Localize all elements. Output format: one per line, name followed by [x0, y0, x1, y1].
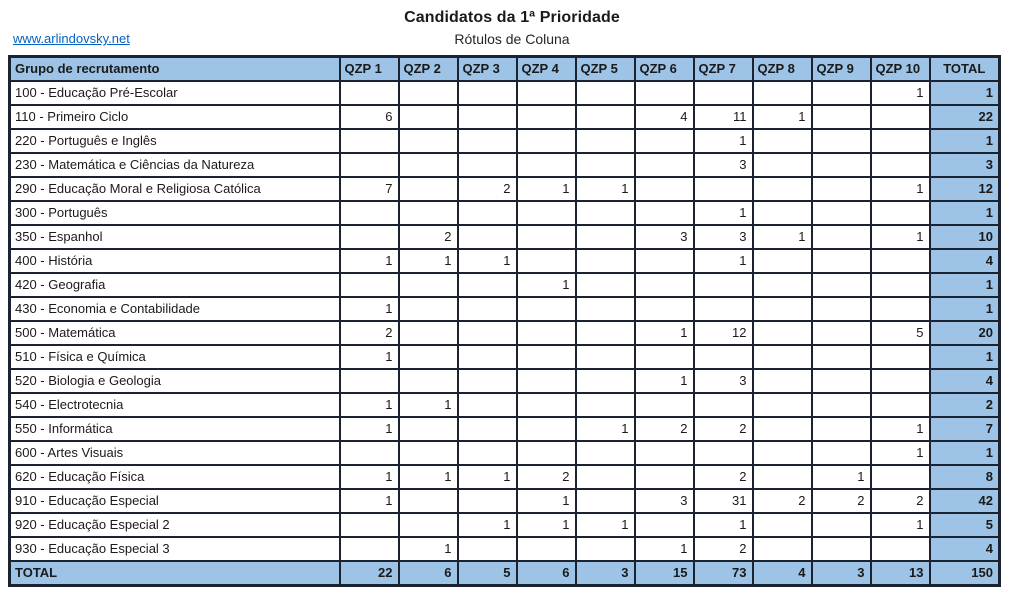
value-cell: 11 — [694, 105, 753, 129]
value-cell — [517, 249, 576, 273]
value-cell — [399, 489, 458, 513]
value-cell: 1 — [340, 297, 399, 321]
value-cell: 2 — [635, 417, 694, 441]
value-cell — [753, 537, 812, 561]
value-cell — [871, 465, 930, 489]
value-cell — [635, 297, 694, 321]
value-cell — [399, 297, 458, 321]
column-header-total: TOTAL — [930, 57, 1000, 82]
row-label: 350 - Espanhol — [10, 225, 340, 249]
value-cell: 1 — [399, 249, 458, 273]
value-cell — [812, 537, 871, 561]
row-label: 300 - Português — [10, 201, 340, 225]
value-cell — [753, 417, 812, 441]
value-cell — [340, 537, 399, 561]
row-total-cell: 8 — [930, 465, 1000, 489]
value-cell — [576, 105, 635, 129]
value-cell: 3 — [812, 561, 871, 586]
value-cell — [399, 105, 458, 129]
value-cell: 6 — [340, 105, 399, 129]
value-cell — [517, 81, 576, 105]
value-cell: 1 — [517, 177, 576, 201]
column-header-qzp-6: QZP 6 — [635, 57, 694, 82]
value-cell — [753, 273, 812, 297]
value-cell — [399, 201, 458, 225]
value-cell — [576, 201, 635, 225]
row-label: 920 - Educação Especial 2 — [10, 513, 340, 537]
value-cell: 1 — [694, 513, 753, 537]
table-row — [10, 489, 1000, 513]
value-cell: 1 — [340, 393, 399, 417]
column-header-qzp-5: QZP 5 — [576, 57, 635, 82]
value-cell — [694, 297, 753, 321]
table-row — [10, 105, 1000, 129]
column-header-qzp-7: QZP 7 — [694, 57, 753, 82]
value-cell: 1 — [458, 465, 517, 489]
value-cell — [576, 153, 635, 177]
row-label: 420 - Geografia — [10, 273, 340, 297]
value-cell: 2 — [753, 489, 812, 513]
table-row — [10, 297, 1000, 321]
row-label: 220 - Português e Inglês — [10, 129, 340, 153]
value-cell — [871, 297, 930, 321]
value-cell — [871, 105, 930, 129]
value-cell: 1 — [517, 273, 576, 297]
value-cell — [753, 129, 812, 153]
row-label: 290 - Educação Moral e Religiosa Católica — [10, 177, 340, 201]
value-cell: 1 — [694, 201, 753, 225]
value-cell — [753, 465, 812, 489]
value-cell — [871, 249, 930, 273]
value-cell: 1 — [340, 417, 399, 441]
row-total-cell: 4 — [930, 537, 1000, 561]
value-cell: 2 — [694, 465, 753, 489]
value-cell: 6 — [517, 561, 576, 586]
value-cell — [576, 465, 635, 489]
value-cell: 31 — [694, 489, 753, 513]
value-cell: 1 — [576, 177, 635, 201]
value-cell — [458, 537, 517, 561]
value-cell — [517, 105, 576, 129]
row-total-cell: 1 — [930, 81, 1000, 105]
value-cell — [517, 225, 576, 249]
value-cell: 2 — [871, 489, 930, 513]
row-label: 510 - Física e Química — [10, 345, 340, 369]
value-cell: 1 — [340, 489, 399, 513]
value-cell — [753, 201, 812, 225]
row-total-cell: 4 — [930, 369, 1000, 393]
value-cell — [812, 201, 871, 225]
table-row — [10, 81, 1000, 105]
table-row — [10, 441, 1000, 465]
column-header-qzp-4: QZP 4 — [517, 57, 576, 82]
column-header-qzp-3: QZP 3 — [458, 57, 517, 82]
row-label: 550 - Informática — [10, 417, 340, 441]
column-header-qzp-9: QZP 9 — [812, 57, 871, 82]
value-cell — [576, 393, 635, 417]
value-cell: 22 — [340, 561, 399, 586]
value-cell — [753, 345, 812, 369]
value-cell — [871, 153, 930, 177]
value-cell: 1 — [576, 513, 635, 537]
value-cell — [812, 297, 871, 321]
value-cell: 1 — [753, 225, 812, 249]
value-cell: 1 — [340, 345, 399, 369]
value-cell — [753, 321, 812, 345]
column-labels-caption: Rótulos de Coluna — [454, 31, 570, 47]
value-cell: 3 — [635, 225, 694, 249]
table-row — [10, 249, 1000, 273]
row-total-cell: 12 — [930, 177, 1000, 201]
value-cell — [812, 321, 871, 345]
value-cell: 15 — [635, 561, 694, 586]
value-cell: 1 — [399, 537, 458, 561]
value-cell — [576, 369, 635, 393]
row-total-cell: 1 — [930, 273, 1000, 297]
value-cell — [871, 537, 930, 561]
value-cell — [458, 489, 517, 513]
row-label: 400 - História — [10, 249, 340, 273]
value-cell: 1 — [694, 249, 753, 273]
value-cell — [812, 177, 871, 201]
value-cell: 1 — [753, 105, 812, 129]
value-cell — [635, 249, 694, 273]
table-row — [10, 345, 1000, 369]
value-cell — [399, 81, 458, 105]
value-cell — [517, 129, 576, 153]
row-label: 540 - Electrotecnia — [10, 393, 340, 417]
value-cell — [753, 513, 812, 537]
value-cell — [694, 177, 753, 201]
value-cell: 1 — [635, 369, 694, 393]
value-cell — [576, 129, 635, 153]
value-cell: 3 — [635, 489, 694, 513]
row-total-cell: 42 — [930, 489, 1000, 513]
grand-total-label: TOTAL — [10, 561, 340, 586]
table-row — [10, 225, 1000, 249]
value-cell — [517, 153, 576, 177]
table-row — [10, 273, 1000, 297]
value-cell — [694, 441, 753, 465]
value-cell: 1 — [458, 513, 517, 537]
value-cell — [812, 393, 871, 417]
value-cell — [458, 321, 517, 345]
value-cell: 2 — [694, 537, 753, 561]
value-cell — [517, 345, 576, 369]
row-total-cell: 1 — [930, 297, 1000, 321]
value-cell: 1 — [635, 537, 694, 561]
value-cell: 1 — [871, 81, 930, 105]
value-cell — [635, 81, 694, 105]
value-cell: 5 — [871, 321, 930, 345]
value-cell — [576, 441, 635, 465]
value-cell — [458, 153, 517, 177]
value-cell — [340, 81, 399, 105]
value-cell — [694, 345, 753, 369]
value-cell — [812, 369, 871, 393]
value-cell — [340, 513, 399, 537]
column-header-grupo-de-recrutamento: Grupo de recrutamento — [10, 57, 340, 82]
value-cell: 73 — [694, 561, 753, 586]
row-total-cell: 150 — [930, 561, 1000, 586]
table-row — [10, 177, 1000, 201]
table-row — [10, 153, 1000, 177]
value-cell — [458, 201, 517, 225]
value-cell: 1 — [871, 417, 930, 441]
value-cell — [694, 393, 753, 417]
value-cell — [635, 201, 694, 225]
value-cell — [340, 153, 399, 177]
value-cell — [871, 129, 930, 153]
row-label: 430 - Economia e Contabilidade — [10, 297, 340, 321]
value-cell: 1 — [399, 465, 458, 489]
value-cell — [635, 441, 694, 465]
table-row — [10, 513, 1000, 537]
value-cell — [340, 129, 399, 153]
value-cell: 1 — [871, 225, 930, 249]
row-total-cell: 1 — [930, 201, 1000, 225]
value-cell — [753, 177, 812, 201]
value-cell — [635, 273, 694, 297]
value-cell — [458, 393, 517, 417]
row-total-cell: 4 — [930, 249, 1000, 273]
value-cell — [812, 249, 871, 273]
row-label: 520 - Biologia e Geologia — [10, 369, 340, 393]
value-cell — [635, 177, 694, 201]
value-cell — [399, 369, 458, 393]
value-cell: 3 — [576, 561, 635, 586]
value-cell — [458, 369, 517, 393]
value-cell — [576, 249, 635, 273]
row-label: 600 - Artes Visuais — [10, 441, 340, 465]
value-cell — [635, 465, 694, 489]
value-cell: 4 — [753, 561, 812, 586]
value-cell — [576, 537, 635, 561]
value-cell — [517, 321, 576, 345]
value-cell — [399, 273, 458, 297]
value-cell — [576, 345, 635, 369]
value-cell — [399, 417, 458, 441]
value-cell — [340, 441, 399, 465]
value-cell: 1 — [458, 249, 517, 273]
value-cell: 1 — [694, 129, 753, 153]
value-cell — [458, 105, 517, 129]
row-total-cell: 1 — [930, 441, 1000, 465]
value-cell — [458, 345, 517, 369]
value-cell — [753, 153, 812, 177]
value-cell — [458, 273, 517, 297]
column-header-qzp-10: QZP 10 — [871, 57, 930, 82]
value-cell: 2 — [812, 489, 871, 513]
value-cell: 1 — [517, 513, 576, 537]
value-cell — [753, 297, 812, 321]
value-cell: 2 — [340, 321, 399, 345]
value-cell — [458, 417, 517, 441]
row-label: 110 - Primeiro Ciclo — [10, 105, 340, 129]
value-cell — [635, 129, 694, 153]
value-cell — [517, 393, 576, 417]
value-cell: 4 — [635, 105, 694, 129]
value-cell: 2 — [458, 177, 517, 201]
value-cell — [694, 273, 753, 297]
value-cell — [340, 201, 399, 225]
value-cell — [871, 201, 930, 225]
table-row — [10, 369, 1000, 393]
value-cell — [753, 81, 812, 105]
row-total-cell: 7 — [930, 417, 1000, 441]
value-cell — [812, 273, 871, 297]
value-cell: 2 — [694, 417, 753, 441]
header-row — [10, 57, 1000, 82]
value-cell — [340, 273, 399, 297]
value-cell — [753, 369, 812, 393]
value-cell — [458, 225, 517, 249]
value-cell — [871, 369, 930, 393]
value-cell — [458, 297, 517, 321]
row-label: 910 - Educação Especial — [10, 489, 340, 513]
value-cell — [812, 513, 871, 537]
value-cell — [635, 345, 694, 369]
page-title: Candidatos da 1ª Prioridade — [404, 9, 620, 26]
value-cell: 1 — [517, 489, 576, 513]
value-cell — [812, 225, 871, 249]
value-cell — [576, 273, 635, 297]
value-cell — [812, 105, 871, 129]
row-label: 500 - Matemática — [10, 321, 340, 345]
value-cell — [517, 441, 576, 465]
value-cell: 3 — [694, 225, 753, 249]
value-cell — [399, 153, 458, 177]
row-total-cell: 5 — [930, 513, 1000, 537]
value-cell — [753, 441, 812, 465]
table-row — [10, 417, 1000, 441]
value-cell — [812, 81, 871, 105]
value-cell: 13 — [871, 561, 930, 586]
table-row — [10, 201, 1000, 225]
row-label: 100 - Educação Pré-Escolar — [10, 81, 340, 105]
row-label: 930 - Educação Especial 3 — [10, 537, 340, 561]
value-cell — [517, 201, 576, 225]
value-cell: 3 — [694, 153, 753, 177]
value-cell — [399, 129, 458, 153]
value-cell — [635, 393, 694, 417]
value-cell — [576, 225, 635, 249]
column-header-qzp-8: QZP 8 — [753, 57, 812, 82]
value-cell: 1 — [871, 441, 930, 465]
value-cell — [812, 153, 871, 177]
value-cell — [399, 513, 458, 537]
table-row — [10, 129, 1000, 153]
value-cell — [458, 129, 517, 153]
value-cell — [753, 249, 812, 273]
value-cell — [871, 273, 930, 297]
value-cell: 2 — [517, 465, 576, 489]
grand-total-row — [10, 561, 1000, 586]
value-cell: 1 — [576, 417, 635, 441]
website-link[interactable]: www.arlindovsky.net — [13, 31, 130, 46]
value-cell — [635, 153, 694, 177]
value-cell: 1 — [812, 465, 871, 489]
value-cell — [399, 441, 458, 465]
value-cell — [812, 441, 871, 465]
value-cell — [340, 225, 399, 249]
row-total-cell: 2 — [930, 393, 1000, 417]
column-header-qzp-2: QZP 2 — [399, 57, 458, 82]
value-cell: 3 — [694, 369, 753, 393]
value-cell — [517, 537, 576, 561]
value-cell — [871, 393, 930, 417]
value-cell — [812, 417, 871, 441]
row-total-cell: 3 — [930, 153, 1000, 177]
row-total-cell: 20 — [930, 321, 1000, 345]
value-cell: 5 — [458, 561, 517, 586]
value-cell — [576, 297, 635, 321]
value-cell: 6 — [399, 561, 458, 586]
value-cell: 7 — [340, 177, 399, 201]
row-total-cell: 22 — [930, 105, 1000, 129]
value-cell: 1 — [635, 321, 694, 345]
value-cell — [812, 129, 871, 153]
value-cell — [340, 369, 399, 393]
value-cell — [635, 513, 694, 537]
table-row — [10, 393, 1000, 417]
value-cell — [458, 81, 517, 105]
value-cell: 1 — [871, 513, 930, 537]
value-cell: 2 — [399, 225, 458, 249]
table-row — [10, 537, 1000, 561]
value-cell — [399, 321, 458, 345]
row-total-cell: 1 — [930, 345, 1000, 369]
row-label: 230 - Matemática e Ciências da Natureza — [10, 153, 340, 177]
value-cell — [812, 345, 871, 369]
value-cell — [576, 321, 635, 345]
column-header-qzp-1: QZP 1 — [340, 57, 399, 82]
value-cell — [871, 345, 930, 369]
value-cell: 1 — [871, 177, 930, 201]
table-row — [10, 465, 1000, 489]
table-row — [10, 321, 1000, 345]
value-cell — [399, 177, 458, 201]
value-cell: 1 — [340, 249, 399, 273]
subheader-bar — [0, 29, 1024, 51]
value-cell: 12 — [694, 321, 753, 345]
value-cell — [576, 489, 635, 513]
value-cell — [517, 369, 576, 393]
value-cell — [694, 81, 753, 105]
value-cell — [517, 417, 576, 441]
value-cell: 1 — [399, 393, 458, 417]
value-cell — [458, 441, 517, 465]
value-cell: 1 — [340, 465, 399, 489]
row-total-cell: 10 — [930, 225, 1000, 249]
value-cell — [399, 345, 458, 369]
row-total-cell: 1 — [930, 129, 1000, 153]
value-cell — [517, 297, 576, 321]
value-cell — [753, 393, 812, 417]
value-cell — [576, 81, 635, 105]
pivot-table — [8, 55, 1001, 587]
row-label: 620 - Educação Física — [10, 465, 340, 489]
